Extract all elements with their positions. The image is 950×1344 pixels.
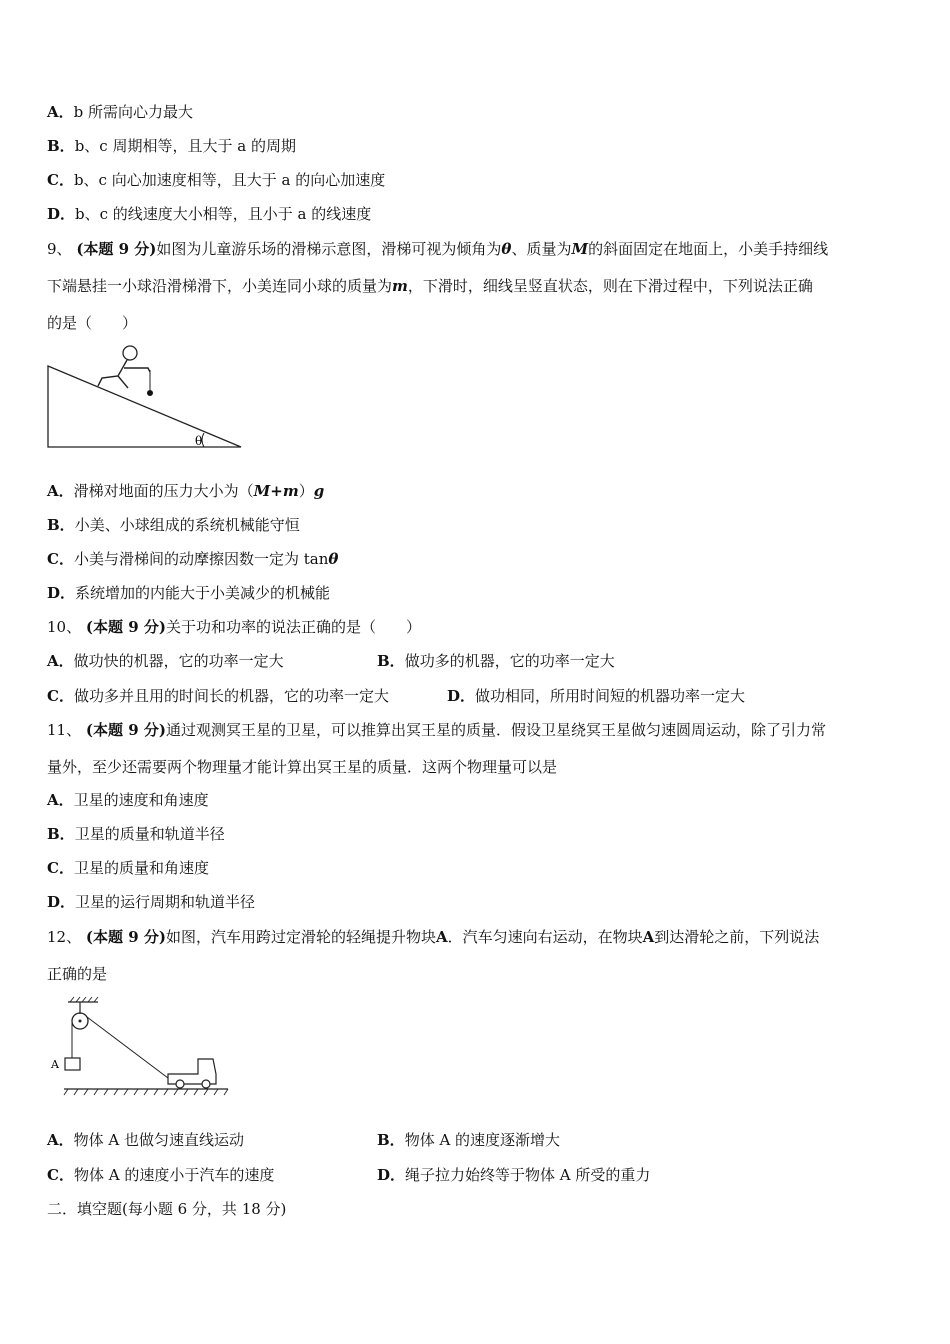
q9-stem-line1 (47, 239, 828, 259)
q10-option-c-text: 做功多并且用的时间长的机器，它的功率一定大 (73, 687, 389, 705)
q11-option-c-label: C． (47, 859, 74, 877)
q11-number: 11、 (47, 721, 82, 739)
q8-option-b-label: B． (47, 137, 75, 155)
q9-option-a (47, 481, 324, 501)
q11-score: (本题 9 分) (85, 721, 166, 739)
q12-rope-slanted (87, 1017, 168, 1078)
q9-option-a-text1: 滑梯对地面的压力大小为（ (73, 482, 254, 500)
q10-option-a-text: 做功快的机器，它的功率一定大 (73, 652, 284, 670)
q8-option-b (47, 136, 296, 156)
q12-pulley-figure (48, 996, 230, 1102)
q9-option-b (47, 515, 300, 535)
q12-option-c-text: 物体 A 的速度小于汽车的速度 (73, 1166, 275, 1184)
q8-option-b-text: b、c 周期相等，且大于 a 的周期 (74, 137, 296, 155)
q8-option-d-text: b、c 的线速度大小相等，且小于 a 的线速度 (75, 205, 372, 223)
q9-text-2b: ，下滑时，细线呈竖直状态，则在下滑过程中，下列说法正确 (407, 277, 813, 295)
q11-option-b-text: 卫星的质量和轨道半径 (74, 825, 225, 843)
q11-text-1: 通过观测冥王星的卫星，可以推算出冥王星的质量．假设卫星绕冥王星做匀速圆周运动，除了引力常 (165, 721, 826, 739)
q11-option-a (47, 790, 209, 810)
q9-option-c (47, 549, 338, 569)
q8-option-c-label: C． (47, 171, 74, 189)
q12-score: (本题 9 分) (85, 928, 166, 946)
q8-option-d-label: D． (47, 205, 76, 223)
q9-option-c-text: 小美与滑梯间的动摩擦因数一定为 tan (73, 550, 329, 568)
q12-text-1b: ．汽车匀速向右运动，在物块 (447, 928, 643, 946)
q11-option-d-text: 卫星的运行周期和轨道半径 (75, 893, 256, 911)
q9-figure-theta-label: θ (195, 434, 203, 448)
q9-option-c-label: C． (47, 550, 74, 568)
q9-slide-figure (44, 340, 249, 455)
q10-option-d (447, 686, 745, 706)
q9-stem-line3: 的是（ ） (47, 314, 138, 332)
q11-option-a-label: A． (47, 791, 74, 809)
q12-option-d (377, 1165, 650, 1185)
q11-option-c (47, 858, 209, 878)
q12-option-b (377, 1130, 560, 1150)
q9-child-head (123, 346, 137, 360)
q9-option-a-label: A． (47, 482, 74, 500)
q10-option-c-label: C． (47, 687, 74, 705)
q10-score: (本题 9 分) (85, 618, 166, 636)
q12-number: 12、 (47, 928, 82, 946)
q11-stem-line2: 量外，至少还需要两个物理量才能计算出冥王星的质量．这两个物理量可以是 (47, 758, 558, 776)
q12-block-a-1: A (435, 928, 448, 946)
q12-stem-line1 (47, 927, 819, 947)
q9-option-a-Mm: M+m (253, 482, 299, 500)
q9-mass-m: m (392, 277, 408, 295)
q9-option-a-text2: ） (298, 482, 314, 500)
q9-option-b-label: B． (47, 516, 75, 534)
q9-mass-M: M (571, 240, 589, 258)
q8-option-a-label: A． (47, 103, 74, 121)
q10-number: 10、 (47, 618, 82, 636)
section-2-title: 二．填空题(每小题 6 分，共 18 分) (47, 1200, 287, 1218)
q10-option-b (377, 651, 615, 671)
q12-option-d-text: 绳子拉力始终等于物体 A 所受的重力 (405, 1166, 651, 1184)
q12-option-c-label: C． (47, 1166, 74, 1184)
q9-slide-incline (48, 366, 241, 447)
q12-option-a (47, 1130, 244, 1150)
q9-option-d-text: 系统增加的内能大于小美减少的机械能 (75, 584, 331, 602)
q12-option-a-text: 物体 A 也做匀速直线运动 (73, 1131, 245, 1149)
q12-ground-hatch (64, 1089, 228, 1095)
q12-stem-line2: 正确的是 (47, 965, 108, 983)
q12-option-b-text: 物体 A 的速度逐渐增大 (404, 1131, 561, 1149)
q10-option-d-label: D． (447, 687, 476, 705)
q12-block-a (65, 1058, 80, 1070)
q12-block-a-2: A (642, 928, 655, 946)
q9-option-a-g: g (313, 482, 325, 500)
q11-stem-line1 (47, 720, 826, 740)
q12-option-d-label: D． (377, 1166, 406, 1184)
q8-option-c (47, 170, 385, 190)
q10-stem (47, 617, 421, 637)
q11-option-a-text: 卫星的速度和角速度 (73, 791, 209, 809)
q10-option-d-text: 做功相同，所用时间短的机器功率一定大 (475, 687, 746, 705)
q10-option-b-label: B． (377, 652, 405, 670)
q10-option-a-label: A． (47, 652, 74, 670)
q11-option-b-label: B． (47, 825, 75, 843)
q10-option-b-text: 做功多的机器，它的功率一定大 (404, 652, 615, 670)
q10-option-c (47, 686, 389, 706)
q12-option-a-label: A． (47, 1131, 74, 1149)
q9-text-1c: 的斜面固定在地面上，小美手持细线 (588, 240, 829, 258)
q9-option-c-theta: θ (328, 550, 339, 568)
q9-stem-line2 (47, 276, 813, 296)
q9-angle-arc (202, 433, 204, 447)
q11-option-c-text: 卫星的质量和角速度 (73, 859, 209, 877)
q9-option-b-text: 小美、小球组成的系统机械能守恒 (74, 516, 300, 534)
q11-option-d-label: D． (47, 893, 76, 911)
q9-option-d (47, 583, 330, 603)
q8-option-a (47, 102, 193, 122)
q9-text-1a: 如图为儿童游乐场的滑梯示意图，滑梯可视为倾角为 (156, 240, 502, 258)
q12-option-b-label: B． (377, 1131, 405, 1149)
q12-ceiling-hatch (70, 997, 98, 1002)
q12-truck (168, 1059, 216, 1084)
q10-stem-text: 关于功和功率的说法正确的是（ ） (165, 618, 421, 636)
q9-text-1b: 、质量为 (511, 240, 572, 258)
q12-option-c (47, 1165, 274, 1185)
q10-option-a (47, 651, 284, 671)
q9-child-body (98, 360, 150, 388)
q8-option-c-text: b、c 向心加速度相等，且大于 a 的向心加速度 (73, 171, 386, 189)
q12-block-a-label: A (51, 1058, 59, 1071)
q12-text-1c: 到达滑轮之前，下列说法 (654, 928, 820, 946)
q9-number: 9、 (47, 240, 72, 258)
q9-score: (本题 9 分) (76, 240, 157, 258)
q11-option-d (47, 892, 255, 912)
q8-option-d (47, 204, 371, 224)
q12-text-1a: 如图，汽车用跨过定滑轮的轻绳提升物块 (165, 928, 436, 946)
q9-ball (147, 390, 153, 396)
q9-text-2a: 下端悬挂一小球沿滑梯滑下，小美连同小球的质量为 (47, 277, 393, 295)
q8-option-a-text: b 所需向心力最大 (73, 103, 194, 121)
q9-theta: θ (501, 240, 512, 258)
q9-option-d-label: D． (47, 584, 76, 602)
q11-option-b (47, 824, 225, 844)
